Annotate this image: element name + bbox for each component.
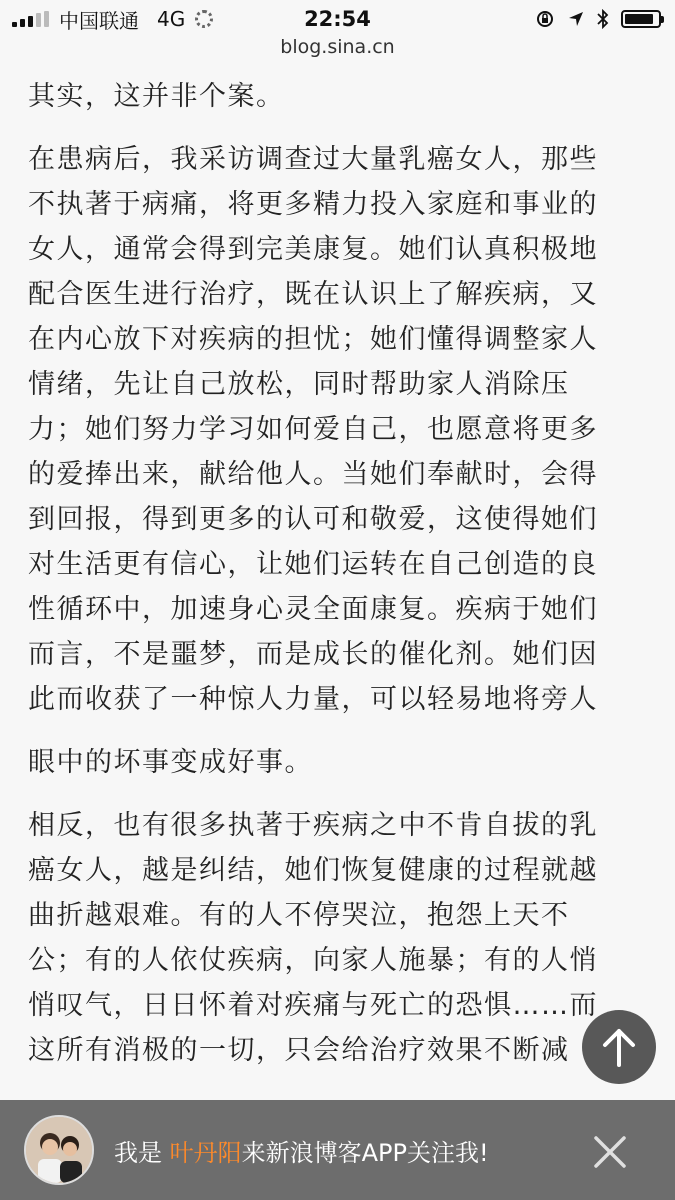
text-line: 对生活更有信心，让她们运转在自己创造的良 <box>28 549 598 580</box>
paragraph-3 <box>28 803 648 1073</box>
carrier-label: 中国联通 <box>59 8 139 33</box>
text-line: 情绪，先让自己放松，同时帮助家人消除压 <box>28 369 570 400</box>
orientation-lock-icon <box>535 9 555 29</box>
text-line: 的爱捧出来，献给他人。当她们奉献时，会得 <box>28 459 598 490</box>
follow-app-banner[interactable] <box>0 1100 675 1200</box>
url-bar[interactable]: blog.sina.cn <box>280 36 395 58</box>
text-line: 力；她们努力学习如何爱自己，也愿意将更多 <box>28 414 598 445</box>
text-line: 在患病后，我采访调查过大量乳癌女人，那些 <box>28 144 598 175</box>
author-name-link[interactable]: 叶丹阳 <box>169 1138 242 1167</box>
paragraph-1 <box>28 74 648 119</box>
text-line: 公；有的人依仗疾病，向家人施暴；有的人悄 <box>28 945 598 976</box>
text-line: 到回报，得到更多的认可和敬爱，这使得她们 <box>28 504 598 535</box>
signal-icon <box>12 11 49 27</box>
banner-text <box>114 1133 489 1168</box>
status-left <box>0 5 213 34</box>
status-right <box>535 9 675 29</box>
close-icon[interactable] <box>592 1134 628 1170</box>
text-line: 性循环中，加速身心灵全面康复。疾病于她们 <box>28 594 598 625</box>
network-label: 4G <box>157 7 186 31</box>
text-line: 相反，也有很多执著于疾病之中不肯自拔的乳 <box>28 810 598 841</box>
text-line: 这所有消极的一切，只会给治疗效果不断减 <box>28 1035 570 1066</box>
text-line: 悄叹气，日日怀着对疾痛与死亡的恐惧……而 <box>28 990 598 1021</box>
text-line: 此而收获了一种惊人力量，可以轻易地将旁人 <box>28 684 598 715</box>
bluetooth-icon <box>597 9 609 29</box>
location-icon <box>567 10 585 28</box>
arrow-up-icon <box>599 1025 639 1069</box>
text-line: 其实，这并非个案。 <box>28 81 285 112</box>
text-line: 而言，不是噩梦，而是成长的催化剂。她们因 <box>28 639 598 670</box>
text-line: 曲折越艰难。有的人不停哭泣，抱怨上天不 <box>28 900 570 931</box>
banner-suffix: 来新浪博客APP关注我! <box>241 1138 489 1167</box>
text-line: 在内心放下对疾病的担忧；她们懂得调整家人 <box>28 324 598 355</box>
text-line: 癌女人，越是纠结，她们恢复健康的过程就越 <box>28 855 598 886</box>
loading-spinner-icon <box>195 10 213 28</box>
text-line: 眼中的坏事变成好事。 <box>28 747 313 778</box>
article-body <box>28 74 648 1091</box>
text-line: 配合医生进行治疗，既在认识上了解疾病，又 <box>28 279 598 310</box>
scroll-to-top-button[interactable] <box>582 1010 656 1084</box>
text-line: 女人，通常会得到完美康复。她们认真积极地 <box>28 234 598 265</box>
paragraph-2 <box>28 137 648 785</box>
status-bar <box>0 0 675 38</box>
banner-prefix: 我是 <box>114 1138 162 1167</box>
battery-icon <box>621 10 661 28</box>
author-avatar[interactable] <box>24 1115 94 1185</box>
text-line: 不执著于病痛，将更多精力投入家庭和事业的 <box>28 189 598 220</box>
status-time: 22:54 <box>304 7 371 31</box>
